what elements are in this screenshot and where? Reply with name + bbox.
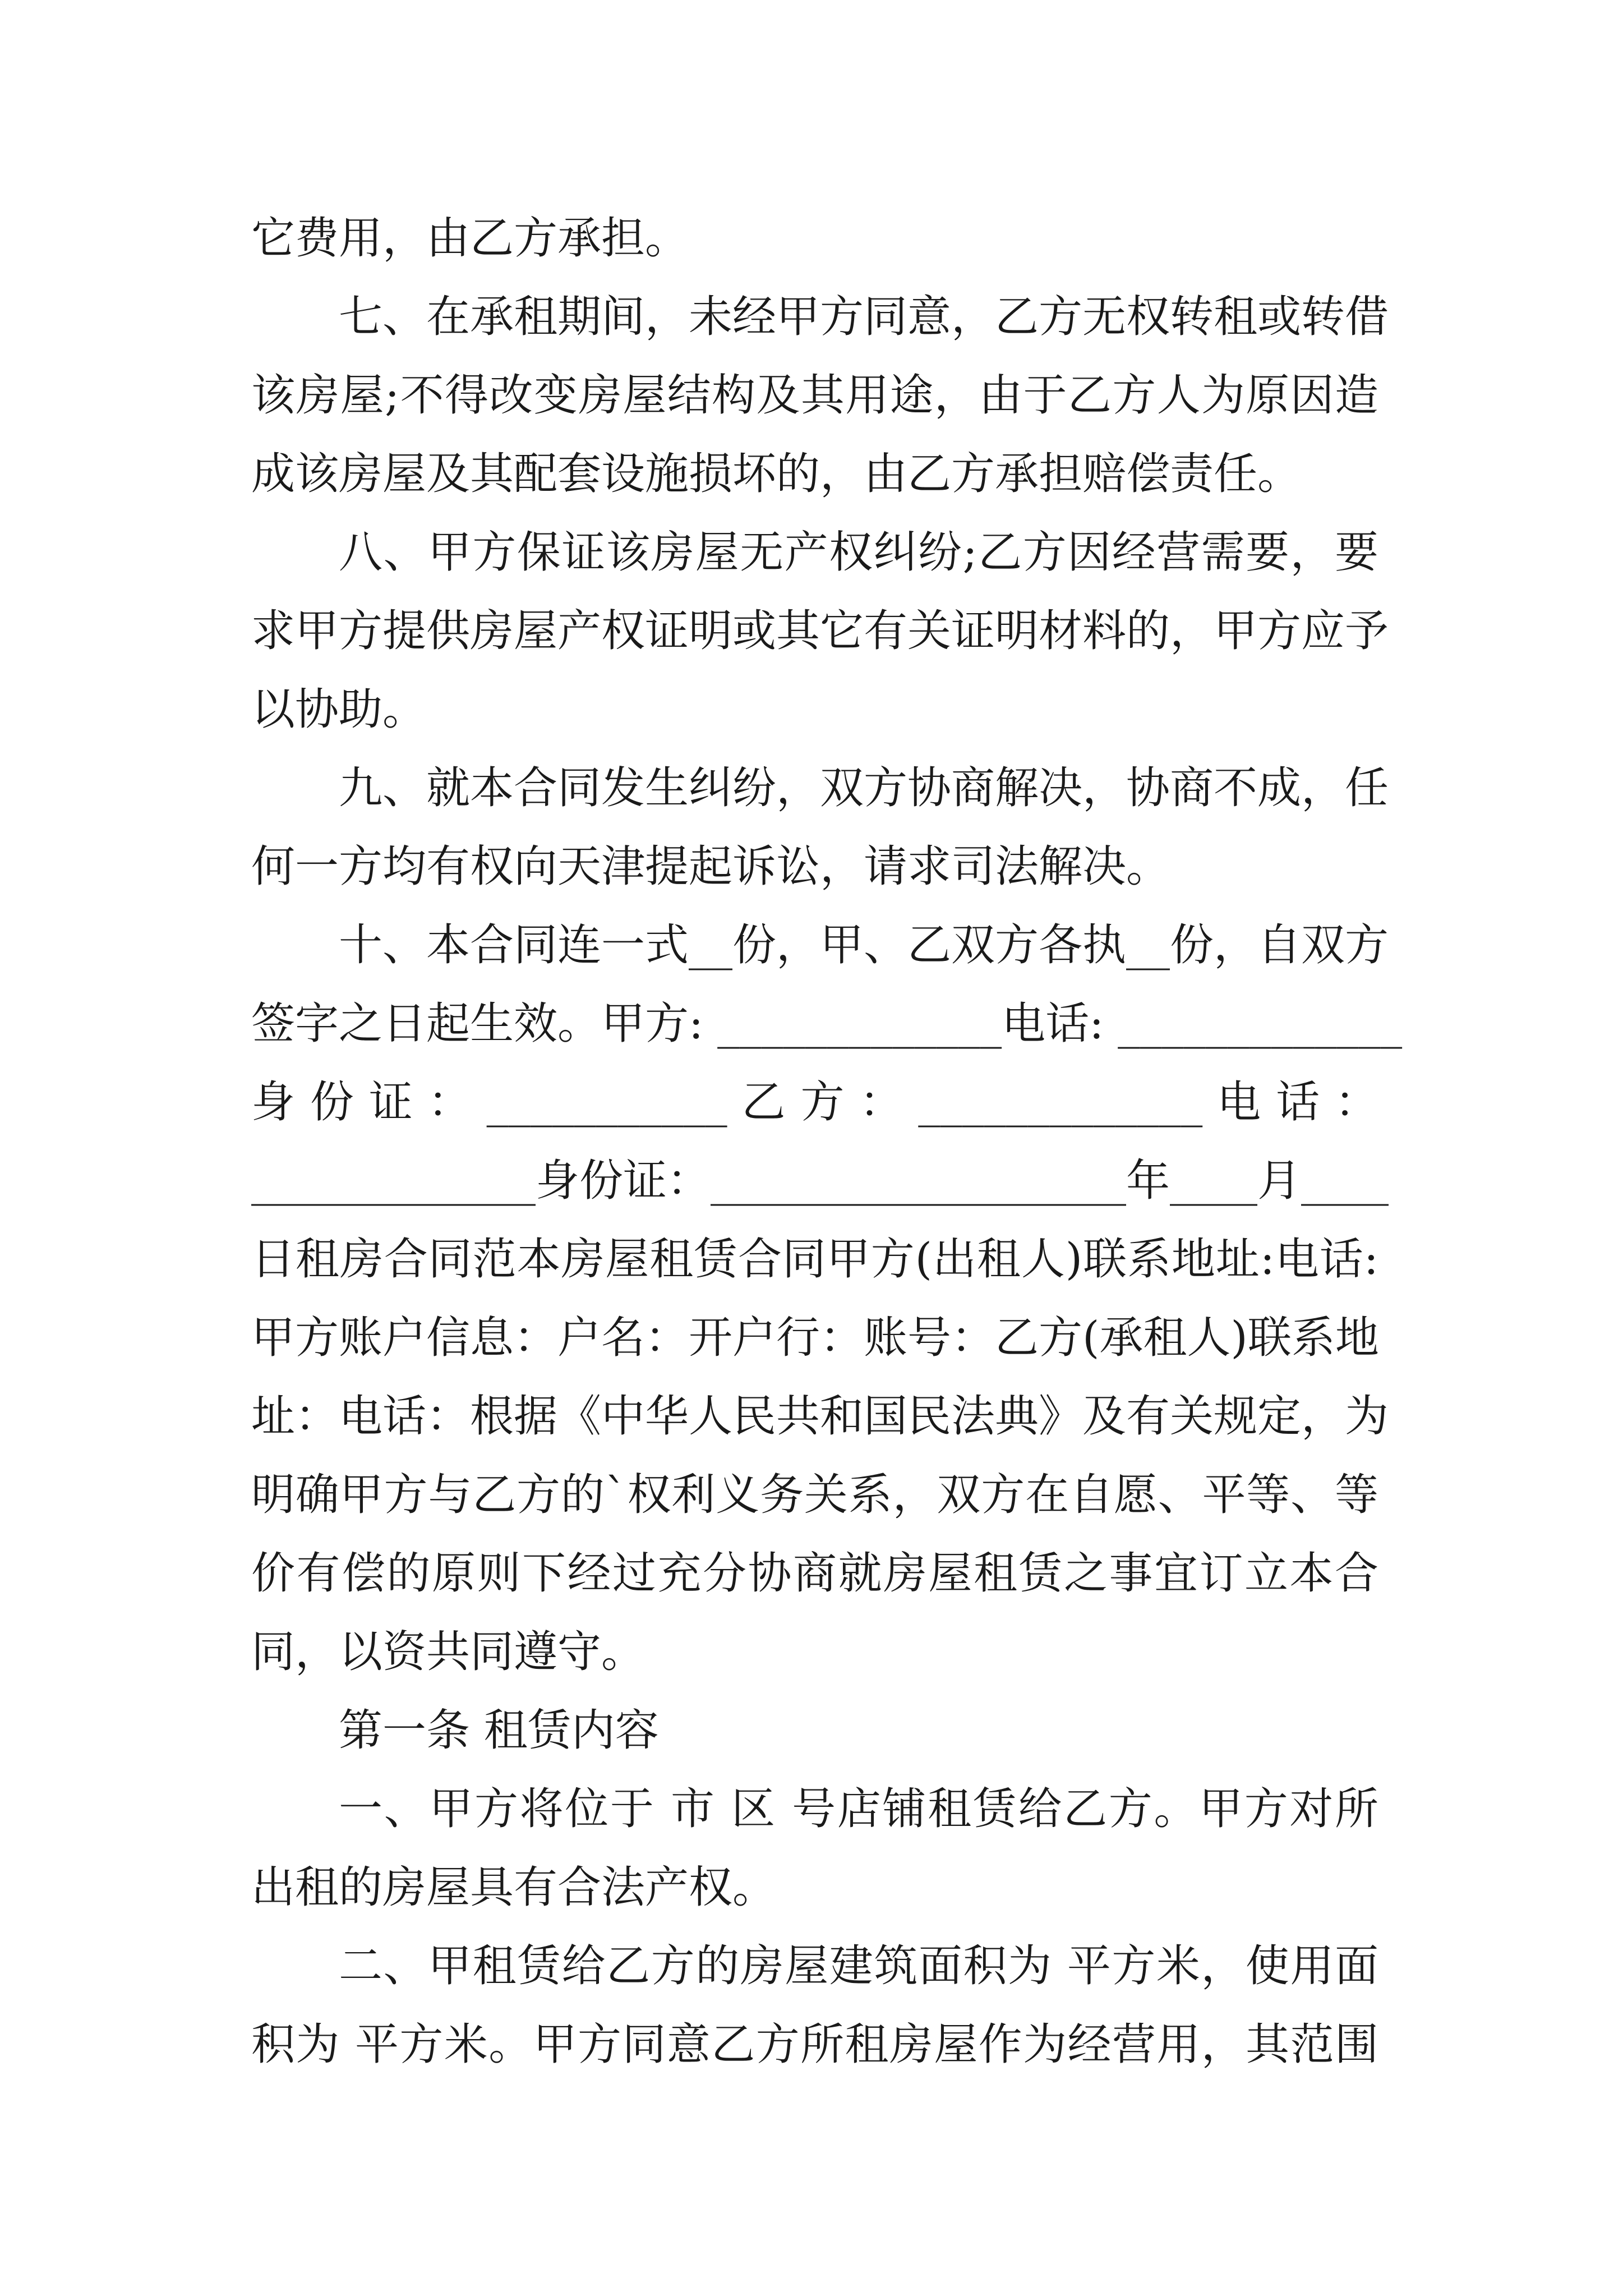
text-line: 求甲方提供房屋产权证明或其它有关证明材料的，甲方应予	[251, 606, 1389, 656]
text-line: 明确甲方与乙方的`权利义务关系，双方在自愿、平等、等	[251, 1470, 1378, 1520]
text-line: 址：电话：根据《中华人民共和国民法典》及有关规定，为	[251, 1391, 1389, 1442]
text-line: 日租房合同范本房屋租赁合同甲方(出租人)联系地址:电话:	[251, 1234, 1378, 1285]
text-line: 同，以资共同遵守。	[251, 1627, 645, 1677]
text-line: 价有偿的原则下经过充分协商就房屋租赁之事宜订立本合	[251, 1548, 1378, 1599]
text-line: 它费用，由乙方承担。	[251, 213, 689, 264]
text-line: 身 份 证 ： ___________ 乙 方 ： _____________ 电 话 ：	[251, 1077, 1378, 1128]
text-line: 该房屋;不得改变房屋结构及其用途，由于乙方人为原因造	[251, 370, 1378, 421]
text-line: 出租的房屋具有合法产权。	[251, 1862, 777, 1913]
text-line: 甲方账户信息：户名：开户行：账号：乙方(承租人)联系地	[251, 1313, 1379, 1363]
text-line: 八、甲方保证该房屋无产权纠纷;乙方因经营需要，要	[339, 527, 1378, 578]
text-line: _____________身份证：___________________年____月____	[251, 1156, 1389, 1206]
text-line: 二、甲租赁给乙方的房屋建筑面积为 平方米，使用面	[339, 1941, 1378, 1991]
contract-body	[251, 199, 1403, 2084]
text-line: 签字之日起生效。甲方: _____________电话: _____________	[251, 999, 1403, 1049]
text-line: 第一条 租赁内容	[339, 1705, 659, 1756]
text-line: 一、甲方将位于 市 区 号店铺租赁给乙方。甲方对所	[339, 1784, 1378, 1834]
text-line: 以协助。	[251, 684, 427, 735]
text-line: 七、在承租期间，未经甲方同意，乙方无权转租或转借	[339, 292, 1389, 342]
text-line: 十、本合同连一式__份，甲、乙双方各执__份，自双方	[339, 920, 1389, 970]
text-line: 积为 平方米。甲方同意乙方所租房屋作为经营用，其范围	[251, 2019, 1378, 2070]
text-line: 成该房屋及其配套设施损坏的，由乙方承担赔偿责任。	[251, 449, 1302, 499]
text-line: 九、就本合同发生纠纷，双方协商解决，协商不成，任	[339, 763, 1389, 813]
text-line: 何一方均有权向天津提起诉讼，请求司法解决。	[251, 841, 1170, 892]
